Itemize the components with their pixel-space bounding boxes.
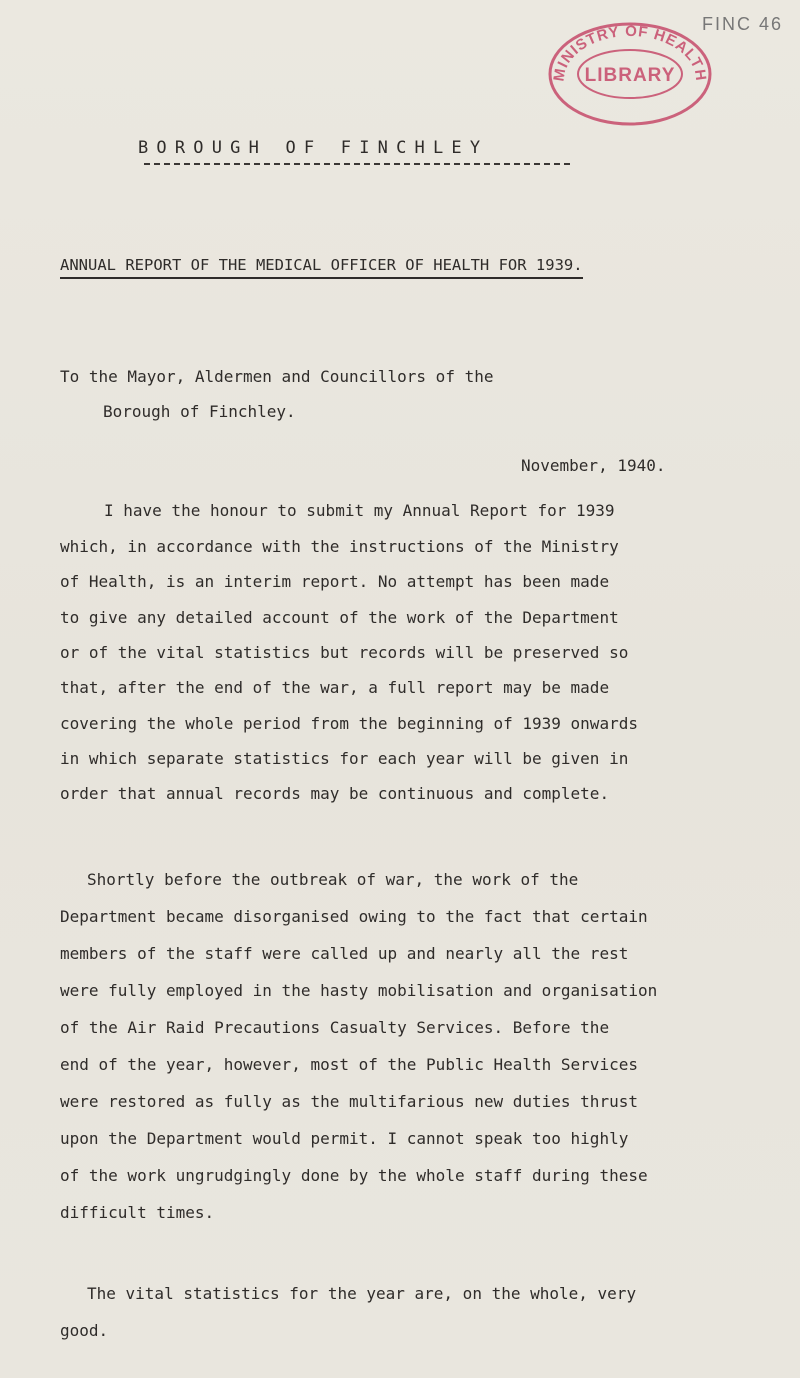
paragraph-2-line: upon the Department would permit. I cannot speak too highly xyxy=(60,1129,629,1148)
paragraph-1-line: or of the vital statistics but records will be preserved so xyxy=(60,643,629,662)
paragraph-1-line: I have the honour to submit my Annual Report for 1939 xyxy=(104,501,615,520)
paragraph-1-line: that, after the end of the war, a full report may be made xyxy=(60,678,610,697)
paragraph-2-line: end of the year, however, most of the Public Health Services xyxy=(60,1055,638,1074)
paragraph-1-line: of Health, is an interim report. No attempt has been made xyxy=(60,572,610,591)
paragraph-2-line: of the Air Raid Precautions Casualty Services. Before the xyxy=(60,1018,610,1037)
reference-mark: FINC 46 xyxy=(702,14,784,34)
paragraph-1-line: which, in accordance with the instructions of the Ministry xyxy=(60,537,619,556)
borough-heading: BOROUGH OF FINCHLEY xyxy=(138,138,489,158)
svg-text:MINISTRY OF HEALTH: MINISTRY OF HEALTH xyxy=(550,22,710,83)
paragraph-2-line: Shortly before the outbreak of war, the work of the xyxy=(87,870,579,889)
paragraph-1-line: order that annual records may be continuous and complete. xyxy=(60,784,610,803)
svg-text:LIBRARY: LIBRARY xyxy=(584,65,676,86)
paragraph-2-line: members of the staff were called up and nearly all the rest xyxy=(60,944,629,963)
paragraph-3-line: The vital statistics for the year are, on the whole, very xyxy=(87,1284,637,1303)
report-title: ANNUAL REPORT OF THE MEDICAL OFFICER OF HEALTH FOR 1939. xyxy=(60,256,583,279)
paragraph-1-line: covering the whole period from the beginning of 1939 onwards xyxy=(60,714,638,733)
letter-date: November, 1940. xyxy=(521,456,666,475)
paragraph-1-line: in which separate statistics for each year will be given in xyxy=(60,749,629,768)
salutation-line: To the Mayor, Aldermen and Councillors of the xyxy=(60,367,494,386)
paragraph-2-line: were restored as fully as the multifarious new duties thrust xyxy=(60,1092,638,1111)
salutation-line: Borough of Finchley. xyxy=(103,402,296,421)
ministry-library-stamp xyxy=(540,16,720,128)
heading-dashed-rule xyxy=(144,163,570,165)
paragraph-2-line: of the work ungrudgingly done by the whole staff during these xyxy=(60,1166,648,1185)
paragraph-1-line: to give any detailed account of the work of the Department xyxy=(60,608,619,627)
paragraph-2-line: were fully employed in the hasty mobilisation and organisation xyxy=(60,981,658,1000)
paragraph-2-line: Department became disorganised owing to the fact that certain xyxy=(60,907,648,926)
paragraph-2-line: difficult times. xyxy=(60,1203,215,1222)
paragraph-3-line: good. xyxy=(60,1321,109,1340)
